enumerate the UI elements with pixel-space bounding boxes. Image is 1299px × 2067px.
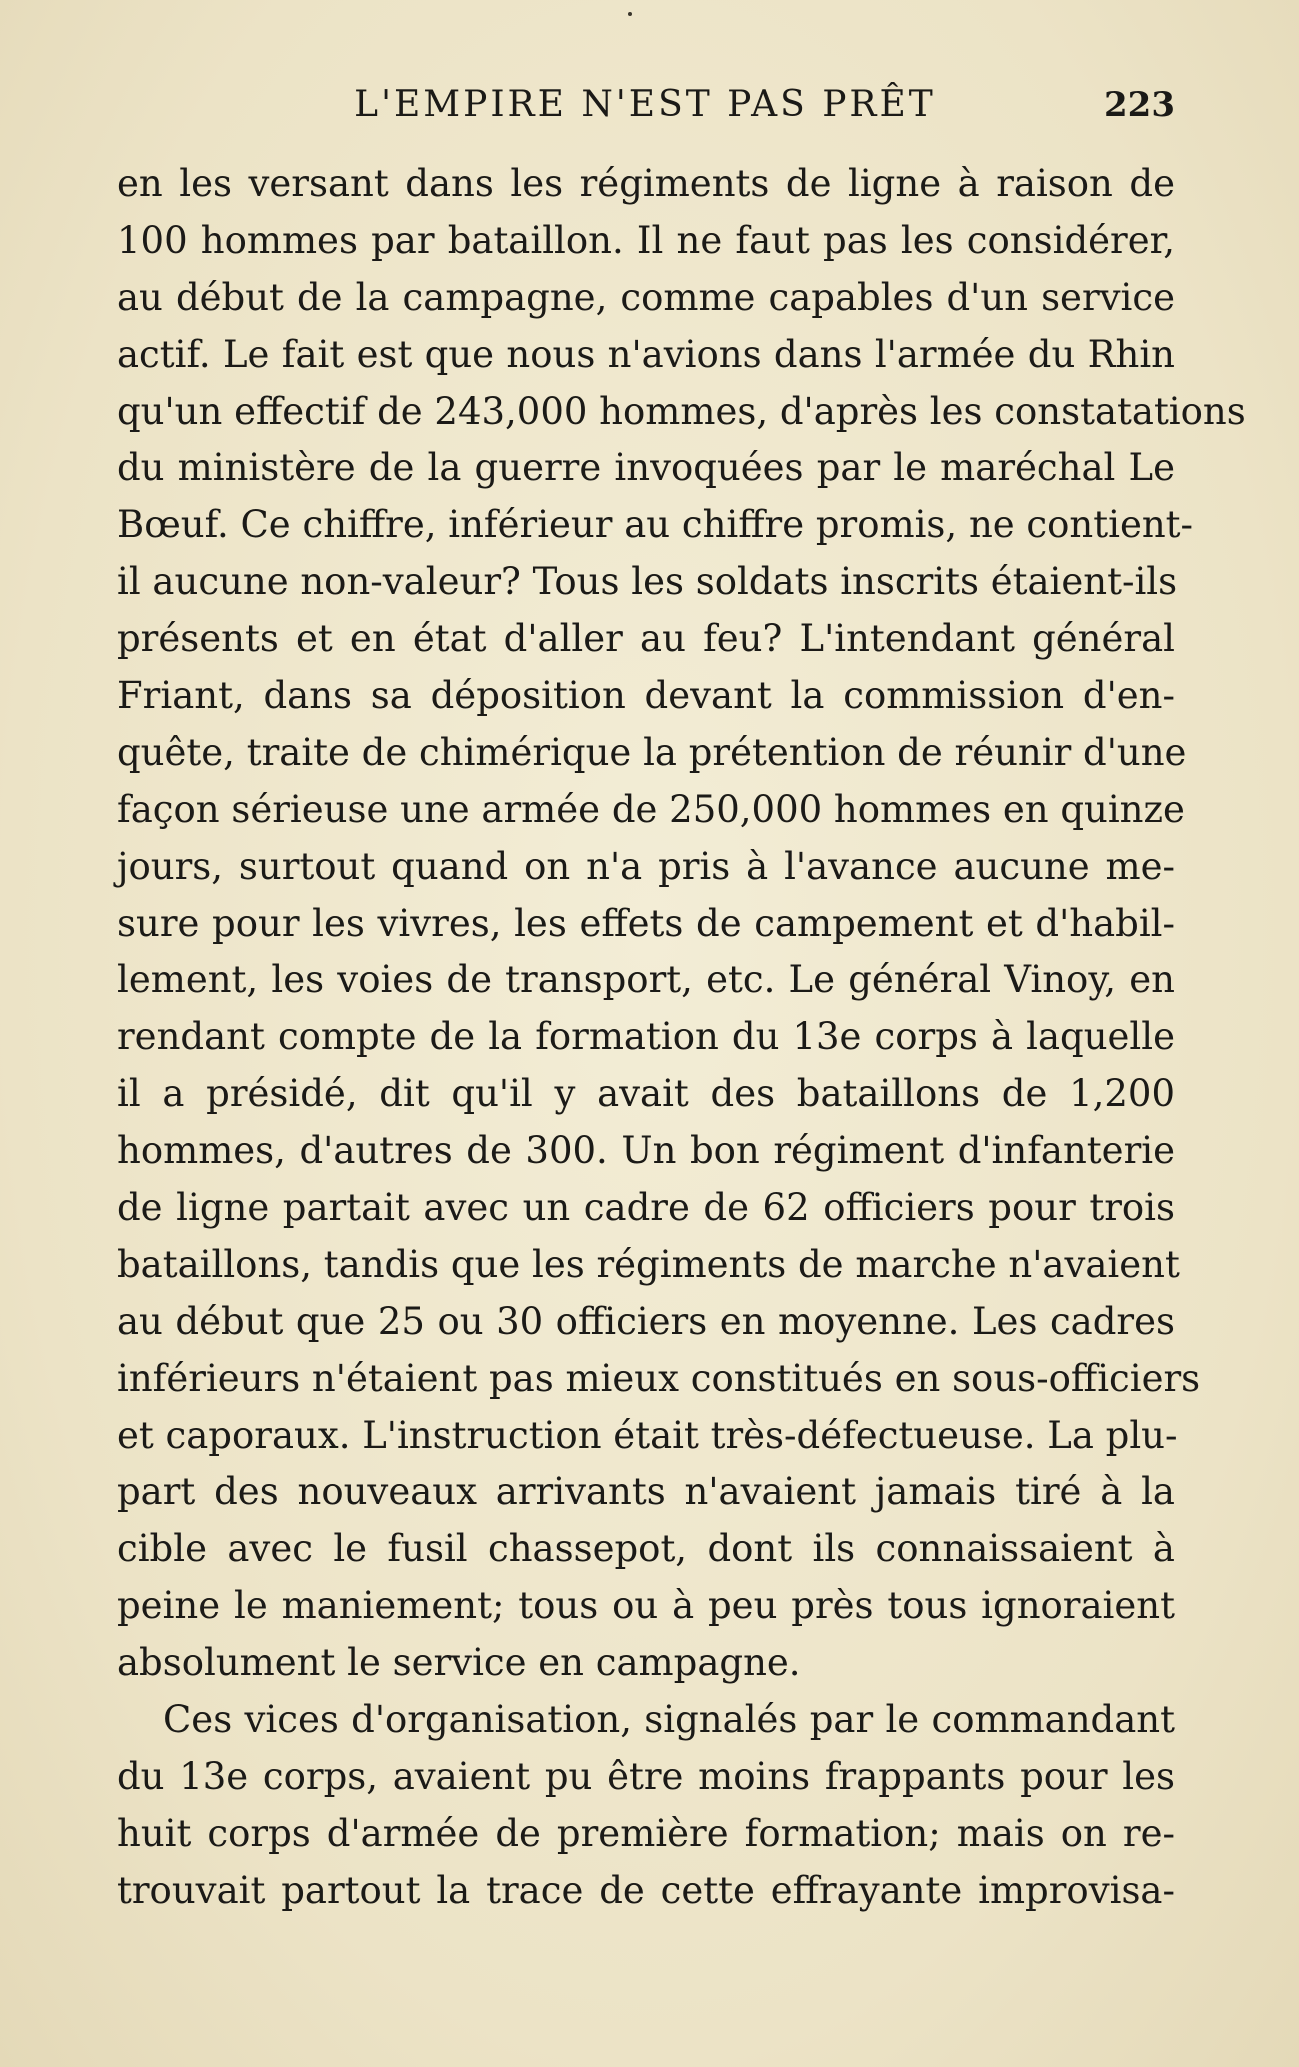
text-line: bataillons, tandis que les régiments de marche n'avaient (117, 1242, 1180, 1286)
text-line: au début de la campagne, comme capables d'un service (117, 275, 1175, 319)
text-line: qu'un effectif de 243,000 hommes, d'après les constatations (117, 389, 1246, 433)
text-line: du ministère de la guerre invoquées par le maréchal Le (117, 446, 1175, 490)
body-text (117, 156, 1246, 1920)
text-line: huit corps d'armée de première formation; mais on re- (117, 1811, 1175, 1855)
text-line: il aucune non-valeur? Tous les soldats inscrits étaient-ils (117, 560, 1178, 604)
text-line: part des nouveaux arrivants n'avaient jamais tiré à la (117, 1470, 1175, 1514)
text-line: au début que 25 ou 30 officiers en moyenne. Les cadres (117, 1299, 1175, 1343)
text-line: en les versant dans les régiments de ligne à raison de (117, 162, 1175, 205)
text-line: de ligne partait avec un cadre de 62 officiers pour trois (117, 1186, 1175, 1230)
text-line: du 13e corps, avaient pu être moins frappants pour les (117, 1754, 1175, 1798)
text-line: lement, les voies de transport, etc. Le général Vinoy, en (117, 958, 1175, 1002)
text-line: hommes, d'autres de 300. Un bon régiment d'infanterie (117, 1129, 1175, 1173)
text-line: cible avec le fusil chassepot, dont ils connaissaient à (117, 1527, 1175, 1571)
text-line: il a présidé, dit qu'il y avait des bataillons de 1,200 (117, 1072, 1175, 1116)
text-line: et caporaux. L'instruction était très-défectueuse. La plu- (117, 1413, 1178, 1457)
text-line: Bœuf. Ce chiffre, inférieur au chiffre promis, ne contient- (117, 503, 1194, 547)
text-line: 100 hommes par bataillon. Il ne faut pas les considérer, (117, 218, 1175, 262)
running-head (115, 80, 1175, 130)
text-line: peine le maniement; tous ou à peu près tous ignoraient (117, 1584, 1175, 1628)
text-line: inférieurs n'étaient pas mieux constitués en sous-officiers (117, 1356, 1201, 1400)
running-title: L'EMPIRE N'EST PAS PRÊT (354, 84, 936, 125)
text-line: façon sérieuse une armée de 250,000 hommes en quinze (117, 787, 1185, 831)
text-line: jours, surtout quand on n'a pris à l'avance aucune me- (117, 844, 1175, 888)
text-line: présents et en état d'aller au feu? L'intendant général (117, 617, 1175, 661)
text-line-paragraph-end: absolument le service en campagne. (117, 1641, 801, 1685)
text-line: actif. Le fait est que nous n'avions dans l'armée du Rhin (117, 332, 1175, 376)
text-line-paragraph-start: Ces vices d'organisation, signalés par le commandant (163, 1698, 1175, 1742)
text-line: quête, traite de chimérique la prétention de réunir d'une (117, 730, 1187, 774)
text-line: rendant compte de la formation du 13e corps à laquelle (117, 1015, 1175, 1059)
ink-speck (628, 12, 632, 16)
text-line: trouvait partout la trace de cette effrayante improvisa- (117, 1868, 1175, 1912)
page-number: 223 (1104, 85, 1175, 125)
text-line: Friant, dans sa déposition devant la commission d'en- (117, 674, 1175, 718)
text-line: sure pour les vivres, les effets de campement et d'habil- (117, 901, 1175, 945)
